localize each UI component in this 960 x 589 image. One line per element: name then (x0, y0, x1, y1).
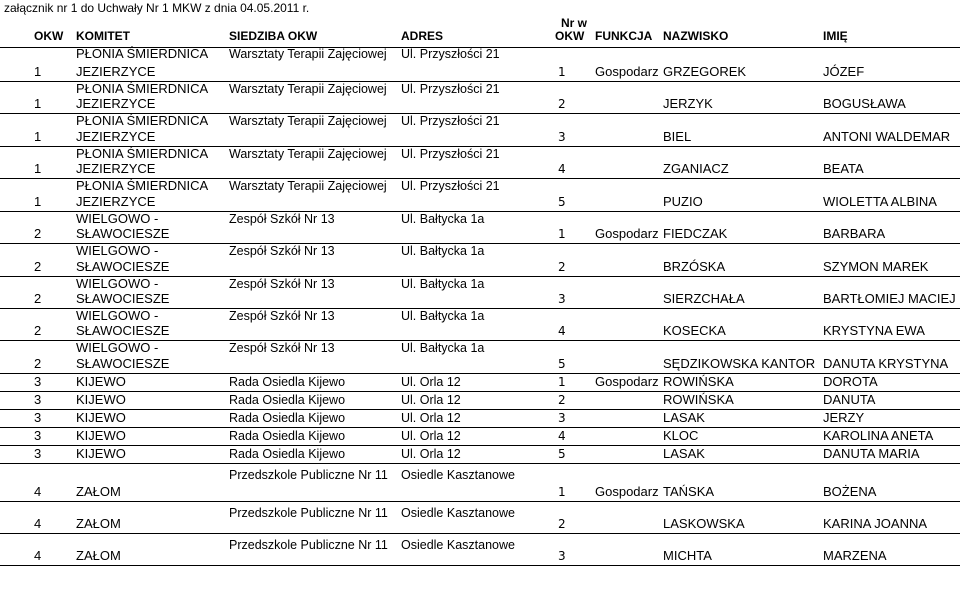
cell-siedziba: Zespół Szkół Nr 13 (229, 341, 335, 355)
cell-komitet-line1: PŁONIA ŚMIERDNICA (76, 146, 209, 161)
cell-siedziba: Zespół Szkół Nr 13 (229, 309, 335, 323)
cell-okw: 4 (34, 484, 42, 499)
cell-okw: 1 (34, 161, 42, 176)
cell-nazwisko: JERZYK (663, 96, 713, 111)
header-nazwisko: NAZWISKO (663, 29, 729, 43)
cell-imie: BOŻENA (823, 484, 877, 499)
table-row (0, 374, 960, 392)
table-row (0, 446, 960, 464)
cell-siedziba: Rada Osiedla Kijewo (229, 393, 346, 407)
header-nr-w: Nr w (561, 16, 588, 30)
cell-okw: 1 (34, 129, 42, 144)
cell-siedziba: Warsztaty Terapii Zajęciowej (229, 114, 387, 128)
table-row (0, 341, 960, 374)
cell-siedziba: Warsztaty Terapii Zajęciowej (229, 179, 387, 193)
cell-komitet-line2: KIJEWO (76, 392, 126, 407)
cell-nr: 4 (558, 429, 566, 443)
cell-nr: 2 (558, 97, 566, 111)
cell-adres: Ul. Orla 12 (401, 447, 461, 461)
cell-siedziba: Rada Osiedla Kijewo (229, 411, 346, 425)
cell-okw: 2 (34, 226, 42, 241)
cell-nazwisko: LASAK (663, 446, 705, 461)
cell-okw: 3 (34, 446, 42, 461)
cell-okw: 4 (34, 548, 42, 563)
cell-nr: 4 (558, 162, 566, 176)
cell-siedziba: Rada Osiedla Kijewo (229, 375, 346, 389)
cell-nr: 3 (558, 130, 566, 144)
cell-imie: DANUTA (823, 392, 876, 407)
cell-imie: BOGUSŁAWA (823, 96, 906, 111)
cell-adres: Ul. Przyszłości 21 (401, 179, 500, 193)
table-header (0, 17, 960, 48)
cell-nr: 5 (558, 195, 566, 209)
cell-nr: 2 (558, 393, 566, 407)
cell-funkcja: Gospodarz (595, 374, 659, 389)
cell-nazwisko: LASKOWSKA (663, 516, 745, 531)
cell-komitet-line2: SŁAWOCIESZE (76, 356, 170, 371)
cell-komitet-line1: PŁONIA ŚMIERDNICA (76, 46, 209, 61)
cell-imie: DANUTA MARIA (823, 446, 920, 461)
cell-okw: 1 (34, 96, 42, 111)
cell-adres: Ul. Bałtycka 1a (401, 309, 485, 323)
cell-siedziba: Rada Osiedla Kijewo (229, 429, 346, 443)
cell-adres: Ul. Bałtycka 1a (401, 341, 485, 355)
cell-komitet-line2: JEZIERZYCE (76, 161, 156, 176)
cell-komitet-line2: ZAŁOM (76, 548, 121, 563)
cell-funkcja: Gospodarz (595, 226, 659, 241)
table-row (0, 179, 960, 212)
committee-table-body (0, 47, 960, 566)
cell-imie: DOROTA (823, 374, 878, 389)
table-row (0, 392, 960, 410)
cell-nazwisko: KOSECKA (663, 323, 726, 338)
cell-imie: JÓZEF (823, 64, 865, 79)
cell-komitet-line2: ZAŁOM (76, 484, 121, 499)
cell-adres: Ul. Przyszłości 21 (401, 47, 500, 61)
cell-nr: 4 (558, 324, 566, 338)
cell-okw: 1 (34, 64, 42, 79)
table-row (0, 47, 960, 82)
header-okw: OKW (34, 29, 64, 43)
cell-komitet-line2: KIJEWO (76, 428, 126, 443)
cell-siedziba: Zespół Szkół Nr 13 (229, 277, 335, 291)
cell-nazwisko: TAŃSKA (663, 484, 715, 499)
header-siedziba: SIEDZIBA OKW (229, 29, 318, 43)
cell-adres: Osiedle Kasztanowe (401, 468, 515, 482)
table-row (0, 82, 960, 114)
cell-komitet-line2: SŁAWOCIESZE (76, 226, 170, 241)
cell-okw: 2 (34, 323, 42, 338)
cell-komitet-line1: WIELGOWO - (76, 211, 159, 226)
cell-nazwisko: GRZEGOREK (663, 64, 747, 79)
cell-okw: 3 (34, 374, 42, 389)
cell-adres: Ul. Przyszłości 21 (401, 114, 500, 128)
cell-komitet-line2: JEZIERZYCE (76, 96, 156, 111)
cell-nr: 2 (558, 517, 566, 531)
cell-komitet-line2: KIJEWO (76, 410, 126, 425)
cell-nr: 3 (558, 549, 566, 563)
cell-imie: ANTONI WALDEMAR (823, 129, 951, 144)
cell-siedziba: Zespół Szkół Nr 13 (229, 244, 335, 258)
cell-nr: 2 (558, 260, 566, 274)
cell-okw: 2 (34, 259, 42, 274)
table-row (0, 277, 960, 309)
cell-nr: 1 (558, 227, 566, 241)
cell-nr: 3 (558, 292, 566, 306)
cell-adres: Ul. Bałtycka 1a (401, 212, 485, 226)
cell-komitet-line1: PŁONIA ŚMIERDNICA (76, 178, 209, 193)
cell-adres: Osiedle Kasztanowe (401, 538, 515, 552)
cell-imie: BARBARA (823, 226, 886, 241)
cell-adres: Ul. Przyszłości 21 (401, 147, 500, 161)
cell-adres: Ul. Orla 12 (401, 375, 461, 389)
table-row (0, 428, 960, 446)
cell-imie: BEATA (823, 161, 864, 176)
cell-imie: KARINA JOANNA (823, 516, 928, 531)
cell-komitet-line1: WIELGOWO - (76, 276, 159, 291)
cell-komitet-line2: SŁAWOCIESZE (76, 259, 170, 274)
cell-komitet-line2: SŁAWOCIESZE (76, 323, 170, 338)
header-nr-okw: OKW (555, 29, 585, 43)
cell-okw: 3 (34, 410, 42, 425)
document-caption: załącznik nr 1 do Uchwały Nr 1 MKW z dnia 04.05.2011 r. (4, 1, 310, 15)
cell-komitet-line2: KIJEWO (76, 446, 126, 461)
cell-imie: BARTŁOMIEJ MACIEJ (823, 291, 956, 306)
table-row (0, 244, 960, 277)
table-row (0, 534, 960, 566)
cell-funkcja: Gospodarz (595, 64, 659, 79)
cell-nazwisko: FIEDCZAK (663, 226, 728, 241)
cell-siedziba: Warsztaty Terapii Zajęciowej (229, 47, 387, 61)
cell-siedziba: Przedszkole Publiczne Nr 11 (229, 468, 388, 482)
table-row (0, 410, 960, 428)
cell-imie: JERZY (823, 410, 865, 425)
cell-nazwisko: ROWIŃSKA (663, 374, 734, 389)
table-row (0, 114, 960, 147)
cell-komitet-line1: WIELGOWO - (76, 308, 159, 323)
cell-imie: DANUTA KRYSTYNA (823, 356, 949, 371)
cell-okw: 3 (34, 392, 42, 407)
cell-komitet-line1: WIELGOWO - (76, 243, 159, 258)
cell-okw: 3 (34, 428, 42, 443)
cell-nazwisko: PUZIO (663, 194, 703, 209)
cell-komitet-line1: WIELGOWO - (76, 340, 159, 355)
cell-nr: 5 (558, 357, 566, 371)
cell-nr: 3 (558, 411, 566, 425)
cell-nazwisko: MICHTA (663, 548, 712, 563)
cell-siedziba: Warsztaty Terapii Zajęciowej (229, 147, 387, 161)
cell-adres: Ul. Orla 12 (401, 429, 461, 443)
table-row (0, 502, 960, 534)
table-row (0, 147, 960, 179)
cell-siedziba: Rada Osiedla Kijewo (229, 447, 346, 461)
cell-siedziba: Przedszkole Publiczne Nr 11 (229, 506, 388, 520)
cell-nr: 1 (558, 375, 566, 389)
cell-komitet-line2: KIJEWO (76, 374, 126, 389)
cell-okw: 2 (34, 291, 42, 306)
header-funkcja: FUNKCJA (595, 29, 653, 43)
cell-imie: KRYSTYNA EWA (823, 323, 925, 338)
cell-okw: 1 (34, 194, 42, 209)
cell-siedziba: Zespół Szkół Nr 13 (229, 212, 335, 226)
cell-adres: Osiedle Kasztanowe (401, 506, 515, 520)
cell-nr: 1 (558, 65, 566, 79)
header-adres: ADRES (401, 29, 444, 43)
cell-nr: 5 (558, 447, 566, 461)
cell-funkcja: Gospodarz (595, 484, 659, 499)
cell-siedziba: Przedszkole Publiczne Nr 11 (229, 538, 388, 552)
cell-nazwisko: SIERZCHAŁA (663, 291, 745, 306)
cell-komitet-line1: PŁONIA ŚMIERDNICA (76, 81, 209, 96)
cell-imie: KAROLINA ANETA (823, 428, 934, 443)
header-komitet: KOMITET (76, 29, 130, 43)
cell-siedziba: Warsztaty Terapii Zajęciowej (229, 82, 387, 96)
cell-nazwisko: ROWIŃSKA (663, 392, 734, 407)
cell-imie: SZYMON MAREK (823, 259, 929, 274)
cell-komitet-line2: JEZIERZYCE (76, 194, 156, 209)
cell-adres: Ul. Orla 12 (401, 411, 461, 425)
cell-adres: Ul. Orla 12 (401, 393, 461, 407)
table-row (0, 464, 960, 502)
cell-komitet-line1: PŁONIA ŚMIERDNICA (76, 113, 209, 128)
table-row (0, 212, 960, 244)
cell-adres: Ul. Przyszłości 21 (401, 82, 500, 96)
cell-imie: WIOLETTA ALBINA (823, 194, 937, 209)
cell-nazwisko: SĘDZIKOWSKA KANTOR (663, 356, 816, 371)
cell-komitet-line2: SŁAWOCIESZE (76, 291, 170, 306)
cell-okw: 2 (34, 356, 42, 371)
cell-nazwisko: BRZÓSKA (663, 259, 726, 274)
header-imie: IMIĘ (823, 29, 848, 43)
cell-komitet-line2: JEZIERZYCE (76, 64, 156, 79)
cell-nazwisko: ZGANIACZ (663, 161, 729, 176)
cell-komitet-line2: JEZIERZYCE (76, 129, 156, 144)
cell-komitet-line2: ZAŁOM (76, 516, 121, 531)
cell-nazwisko: LASAK (663, 410, 705, 425)
cell-nazwisko: KLOC (663, 428, 699, 443)
cell-okw: 4 (34, 516, 42, 531)
cell-imie: MARZENA (823, 548, 887, 563)
cell-adres: Ul. Bałtycka 1a (401, 277, 485, 291)
cell-nr: 1 (558, 485, 566, 499)
cell-adres: Ul. Bałtycka 1a (401, 244, 485, 258)
table-row (0, 309, 960, 341)
cell-nazwisko: BIEL (663, 129, 692, 144)
